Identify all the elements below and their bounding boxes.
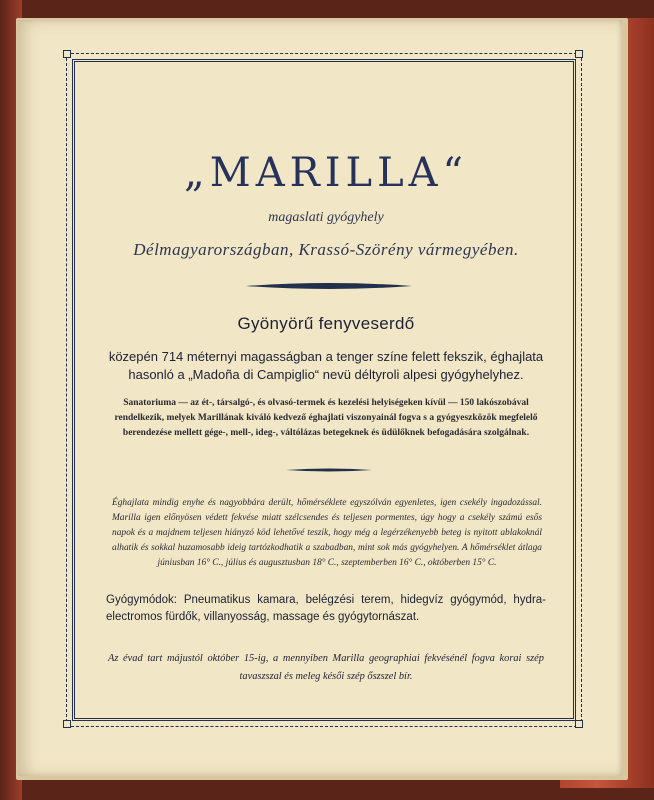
treatments-text: Pneumatikus kamara, belégzési terem, hidegvíz gyógymód, hydra-electromos fürdők, villanyosság, massage és gyógytornászat.: [106, 594, 546, 623]
border-corner-ornament: [575, 50, 583, 58]
divider-ornament: [284, 466, 374, 474]
sanatorium-paragraph: Sanatoriuma — az ét-, társalgó-, és olvasó-termek és kezelési helyiségeken kívül — 150 lakószobával rendelkezik, melyek Marillának kiváló kedvező éghajlati viszonyainál fogva s a gyógyeszközök megfelelő berendezése mellett gége-, mell-, ideg-, váltólázas betegeknek és üdülőknek befogadására szolgálnak.: [114, 398, 538, 438]
subtitle: magaslati gyógyhely: [268, 210, 384, 225]
lead-paragraph: közepén 714 méternyi magasságban a tenger színe felett fekszik, éghajlata hasonló a „Madoña di Campiglio“ nevü déltyroli alpesi gyógyhelyhez.: [108, 349, 544, 382]
season-paragraph: Az évad tart májustól október 15-ig, a mennyiben Marilla geographiai fekvésénél fogva korai szép tavaszszal és meleg késői szép őszszel bír.: [108, 653, 544, 682]
divider-ornament: [244, 280, 414, 292]
section-heading: Gyönyörű fenyveserdő: [237, 314, 415, 333]
climate-paragraph: Éghajlata mindig enyhe és nagyobbára derült, hőmérséklete egyszólván egyenletes, igen csekély ingadozással. Marilla igen előnyösen védett fekvése miatt szélcsendes és teljesen pormentes, úgy hogy a csekély számú esős napok és a majdnem teljesen hiányzó köd lehetővé teszik, hogy még a legérzékenyebb beteg is nyitott ablakoknál alhatik és sokkal huzamosabb ideig tartózkodhatik a szabadban, mint sok más gyógyhelyen. A hőmérséklet átlaga júniusban 16° C., július és augusztusban 18° C., szeptemberben 16° C., októberben 15° C.: [112, 498, 542, 568]
region-line: Délmagyarországban, Krassó-Szörény vármegyében.: [133, 240, 519, 259]
treatments-paragraph: [106, 592, 546, 626]
border-corner-ornament: [63, 720, 71, 728]
treatments-label: Gyógymódok:: [106, 594, 177, 606]
border-corner-ornament: [575, 720, 583, 728]
page-title: „MARILLA“: [184, 150, 468, 196]
border-corner-ornament: [63, 50, 71, 58]
